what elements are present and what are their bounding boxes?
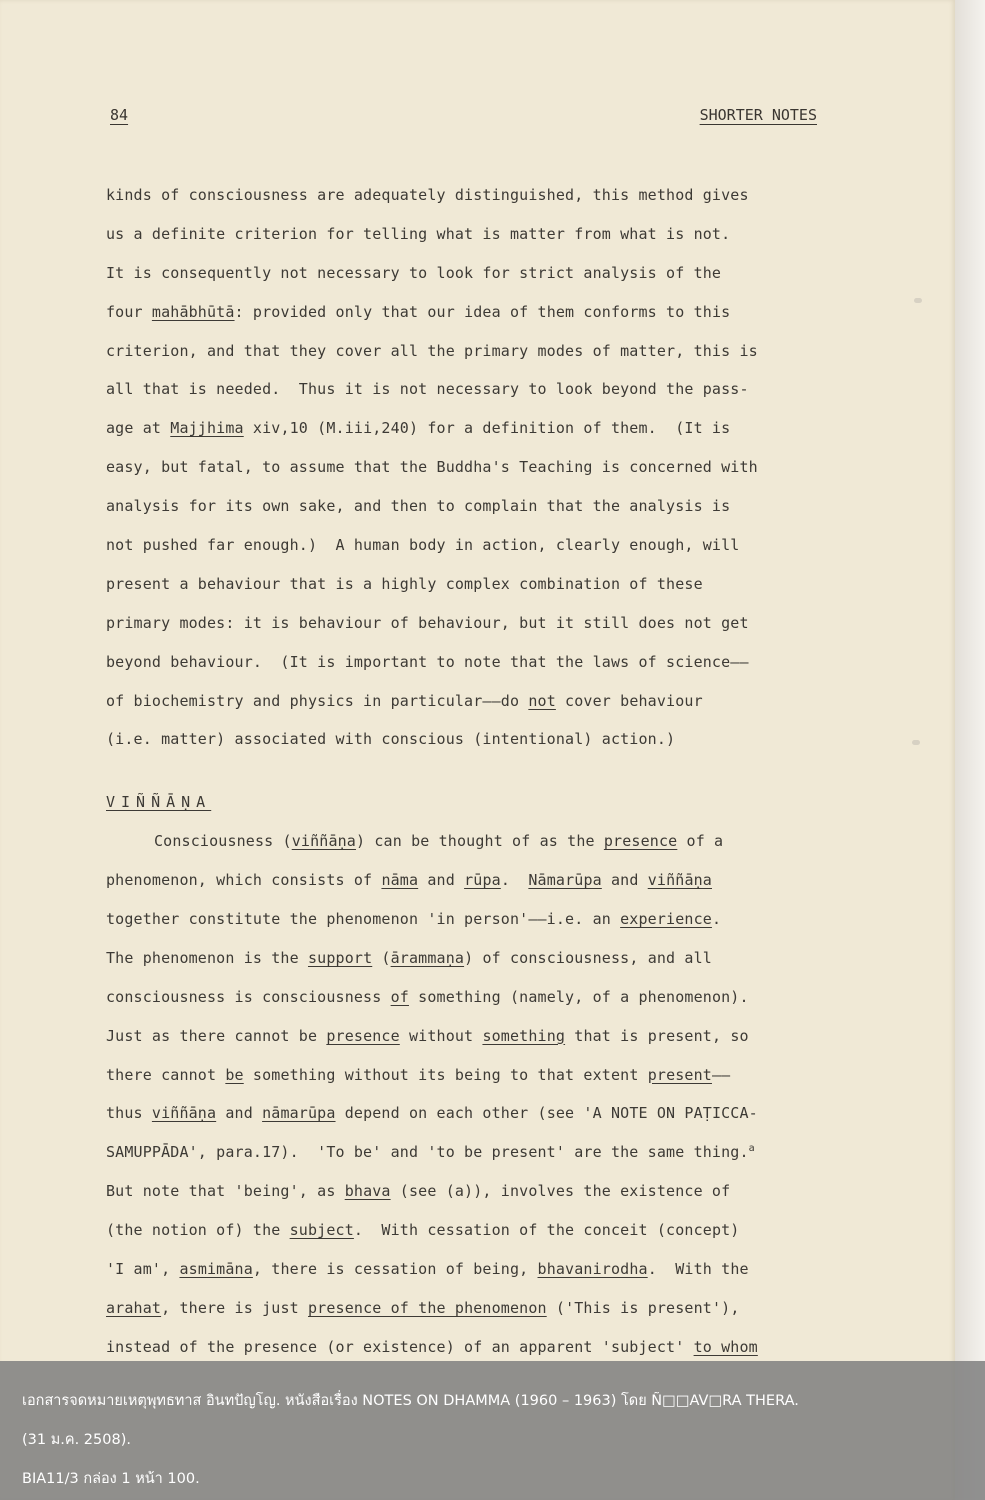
caption-line-3: BIA11/3 กล่อง 1 หน้า 100. xyxy=(22,1471,200,1487)
page-number: 84 xyxy=(110,106,129,124)
underlined-term: asmimāna xyxy=(179,1260,253,1279)
underlined-term: Nāmarūpa xyxy=(528,871,602,890)
underlined-term: bhava xyxy=(344,1182,391,1201)
paragraph-matter xyxy=(106,176,826,759)
archive-caption xyxy=(0,1361,985,1500)
paragraph-vinnana xyxy=(106,822,826,1366)
text-line: us a definite criterion for telling what is matter from what is not. xyxy=(106,224,731,243)
underlined-term: something xyxy=(482,1026,566,1045)
text-line: together constitute the phenomenon 'in person'——i.e. an experience. xyxy=(106,910,722,929)
body-text xyxy=(106,176,826,1367)
underlined-term: ārammaṇa xyxy=(390,948,465,967)
text-line: there cannot be something without its being to that extent present—— xyxy=(106,1065,731,1084)
text-line: SAMUPPĀDA', para.17). 'To be' and 'to be present' are the same thing.$^a$ xyxy=(106,1143,755,1162)
underlined-term: nāma xyxy=(381,871,419,890)
text-line: instead of the presence (or existence) of an apparent 'subject' to whom xyxy=(106,1337,758,1356)
text-line: kinds of consciousness are adequately distinguished, this method gives xyxy=(106,186,749,204)
text-line: analysis for its own sake, and then to complain that the analysis is xyxy=(106,497,731,516)
underlined-term: subject xyxy=(289,1221,354,1240)
punch-hole-mark xyxy=(912,740,920,745)
text-line: not pushed far enough.) A human body in action, clearly enough, will xyxy=(106,536,740,555)
text-line: But note that 'being', as bhava (see (a)), involves the existence of xyxy=(106,1182,731,1201)
underlined-term: not xyxy=(528,691,556,710)
text-line: age at Majjhima xiv,10 (M.iii,240) for a definition of them. (It is xyxy=(106,419,731,438)
text-line: present a behaviour that is a highly complex combination of these xyxy=(106,574,703,593)
text-line: (i.e. matter) associated with conscious (intentional) action.) xyxy=(106,730,676,749)
underlined-term: viññāṇa xyxy=(151,1104,217,1123)
section-heading: VIÑÑĀṆA xyxy=(106,793,212,812)
underlined-term: presence xyxy=(603,832,678,851)
scan-edge xyxy=(955,0,985,1500)
text-line: consciousness is consciousness of something (namely, of a phenomenon). xyxy=(106,987,749,1006)
running-title: SHORTER NOTES xyxy=(699,106,817,124)
underlined-term: present xyxy=(647,1065,712,1084)
underlined-term: bhavanirodha xyxy=(537,1260,648,1279)
text-line: The phenomenon is the support (ārammaṇa) of consciousness, and all xyxy=(106,948,712,967)
text-line: primary modes: it is behaviour of behaviour, but it still does not get xyxy=(106,613,749,632)
underlined-term: presence of the phenomenon xyxy=(308,1298,547,1317)
underlined-term: nāmarūpa xyxy=(262,1104,336,1123)
text-line: It is consequently not necessary to look for strict analysis of the xyxy=(106,263,722,282)
caption-line-1: เอกสารจดหมายเหตุพุทธทาส อินทปัญโญ. หนังสือเรื่อง NOTES ON DHAMMA (1960 – 1963) โดย Ñ□□AV□RA THERA. xyxy=(22,1393,799,1409)
text-line: thus viññāṇa and nāmarūpa depend on each other (see 'A NOTE ON PAṬICCA- xyxy=(106,1104,758,1123)
text-line: four mahābhūtā: provided only that our idea of them conforms to this xyxy=(106,302,731,321)
underlined-term: arahat xyxy=(106,1298,162,1317)
text-line: Just as there cannot be presence without something that is present, so xyxy=(106,1026,749,1045)
underlined-term: rūpa xyxy=(464,871,501,890)
running-header xyxy=(110,106,817,124)
footnote-marker: a xyxy=(748,1143,755,1155)
text-line: beyond behaviour. (It is important to note that the laws of science—— xyxy=(106,652,749,671)
underlined-term: to whom xyxy=(693,1337,758,1356)
text-line: 'I am', asmimāna, there is cessation of being, bhavanirodha. With the xyxy=(106,1260,749,1279)
text-line: of biochemistry and physics in particular——do not cover behaviour xyxy=(106,691,703,710)
underlined-term: Majjhima xyxy=(170,419,244,438)
underlined-term: support xyxy=(307,948,373,967)
text-line: (the notion of) the subject. With cessation of the conceit (concept) xyxy=(106,1221,740,1240)
text-line: criterion, and that they cover all the primary modes of matter, this is xyxy=(106,341,758,360)
text-line: Consciousness (viññāṇa) can be thought of as the presence of a xyxy=(154,832,724,851)
underlined-term: of xyxy=(390,987,409,1006)
underlined-term: mahābhūtā xyxy=(151,302,235,321)
underlined-term: viññāṇa xyxy=(647,871,712,890)
punch-hole-mark xyxy=(914,298,922,303)
underlined-term: experience xyxy=(620,910,712,929)
underlined-term: viññāṇa xyxy=(291,832,356,851)
text-line: arahat, there is just presence of the phenomenon ('This is present'), xyxy=(106,1298,740,1317)
underlined-term: presence xyxy=(326,1026,400,1045)
caption-line-2: (31 ม.ค. 2508). xyxy=(22,1432,131,1448)
text-line: easy, but fatal, to assume that the Buddha's Teaching is concerned with xyxy=(106,458,758,477)
text-line: all that is needed. Thus it is not necessary to look beyond the pass- xyxy=(106,380,749,399)
text-line: phenomenon, which consists of nāma and rūpa. Nāmarūpa and viññāṇa xyxy=(106,871,712,890)
underlined-term: be xyxy=(225,1065,244,1084)
